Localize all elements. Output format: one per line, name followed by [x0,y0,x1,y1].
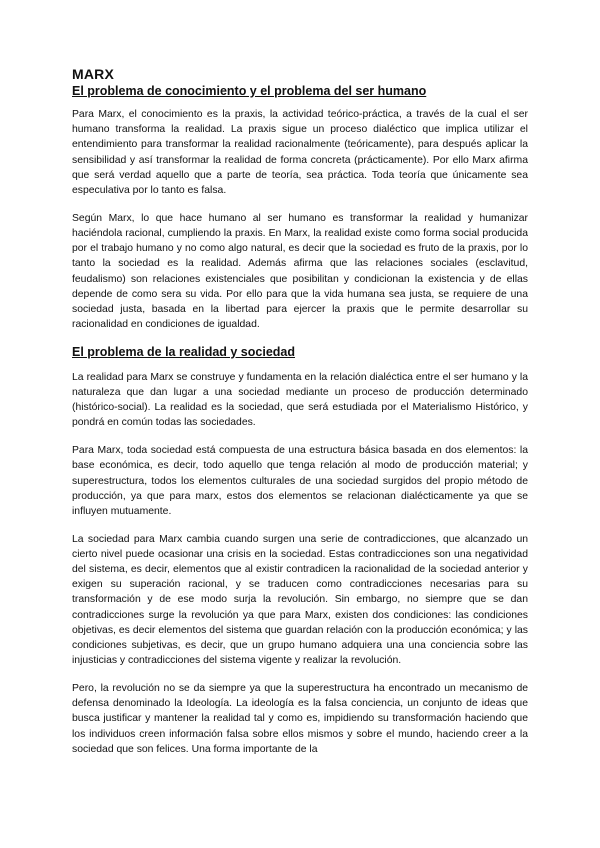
paragraph: La sociedad para Marx cambia cuando surgen una serie de contradicciones, que alcanzado un cierto nivel puede ocasionar una crisis en la sociedad. Estas contradicciones son una negatividad del sistema, es decir, elementos que al existir contradicen la racionalidad de la sociedad anterior y exigen su superación racional, y se traducen como contradicciones necesarias para su transformación y de ese modo surja la revolución. Sin embargo, no siempre que se dan contradicciones surge la revolución ya que para Marx, existen dos condiciones: las condiciones objetivas, es decir elementos del sistema que guardan relación con la producción económica; y las condiciones subjetivas, es decir, que un grupo humano adquiera una una conciencia sobre las injusticias y contradicciones del sistema vigente y realizar la revolución. [72,533,528,667]
paragraph: Para Marx, toda sociedad está compuesta de una estructura básica basada en dos elementos: la base económica, es decir, todo aquello que tenga relación al modo de producción material; y superestructura, todos los elementos culturales de una sociedad surgidos del propio método de producción, ya que para marx, estos dos elementos se relacionan dialécticamente ya que se influyen mutuamente. [72,445,528,517]
document-content [72,66,528,770]
section-heading-knowledge: El problema de conocimiento y el problema del ser humano [72,84,427,98]
paragraph: Pero, la revolución no se da siempre ya que la superestructura ha encontrado un mecanismo de defensa denominado la Ideología. La ideología es la falsa conciencia, un conjunto de ideas que busca justificar y mantener la realidad tal y como es, impidiendo su transformación haciendo que los individuos creen información falsa sobre ellos mismos y sobre el mundo, haciendo creer a la sociedad que son felices. Una forma importante de la [72,683,528,755]
paragraph: La realidad para Marx se construye y fundamenta en la relación dialéctica entre el ser humano y la naturaleza que dan lugar a una sociedad mediante un proceso de producción determinado (histórico-social). La realidad es la sociedad, que será estudiada por el Materialismo Histórico, y pondrá en común todas las sociedades. [72,371,528,429]
paragraph: Para Marx, el conocimiento es la praxis, la actividad teórico-práctica, a través de la cual el ser humano transforma la realidad. La praxis sigue un proceso dialéctico que implica utilizar el entendimiento para transformar la realidad racionalmente (teóricamente), para después aplicar la sensibilidad y así transformar la realidad de forma concreta (prácticamente). Por ello Marx afirma que será verdad aquello que a parte de teoría, sea práctica. Toda teoría que únicamente sea especulativa por lo tanto es falsa. [72,109,528,197]
document-title: MARX [72,66,115,82]
paragraph: Según Marx, lo que hace humano al ser humano es transformar la realidad y humanizar haciéndola racional, cumpliendo la praxis. En Marx, la realidad existe como forma social producida por el trabajo humano y no como algo natural, es decir que la sociedad es fruto de la praxis, por lo tanto la sociedad es la realidad. Además afirma que las relaciones sociales (esclavitud, feudalismo) son relaciones existenciales que posibilitan y condicionan la existencia y de ellas depende de como sera su vida. Por ello para que la vida humana sea justa, se requiere de una sociedad justa, basada en la libertad para ejercer la praxis que le permite desarrollar su racionalidad en condiciones de igualdad. [72,212,528,331]
section-heading-reality: El problema de la realidad y sociedad [72,344,295,359]
